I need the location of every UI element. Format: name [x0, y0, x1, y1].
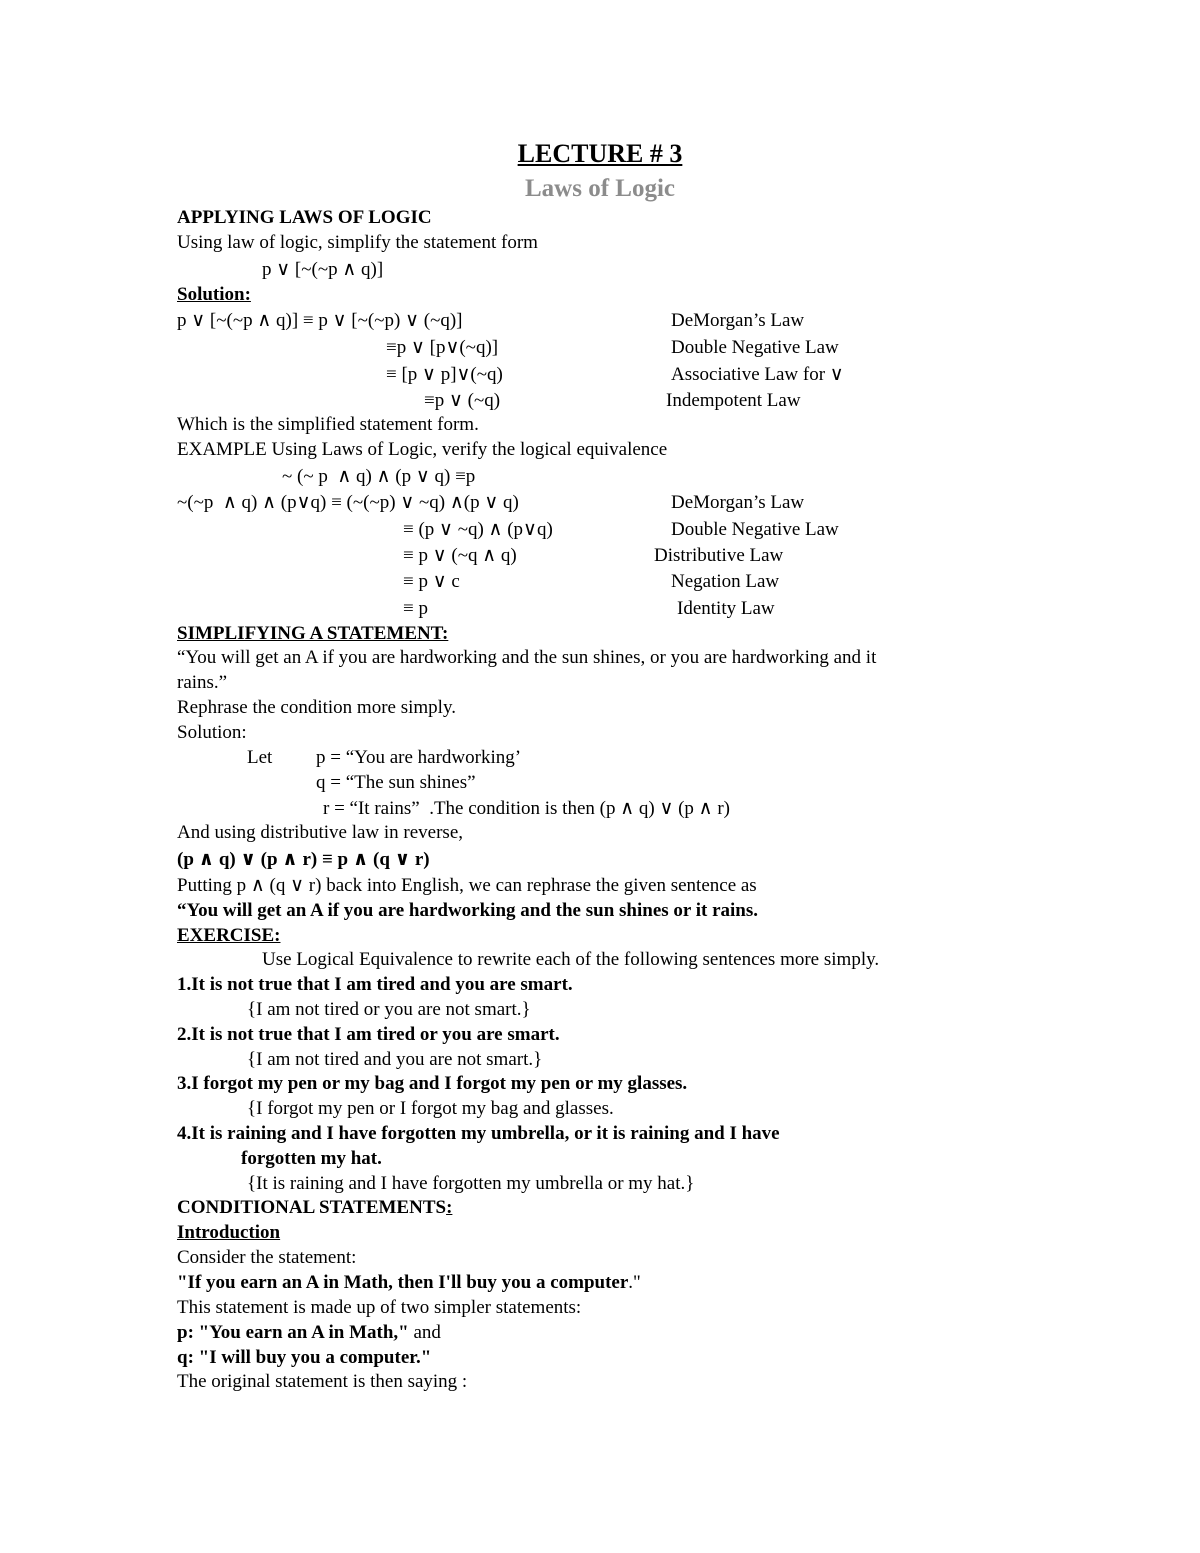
- section-heading-exercise: EXERCISE:: [177, 925, 281, 946]
- s2-step-expr: ≡ p ∨ c: [403, 571, 460, 592]
- s2-expression: ~ (~ p ∧ q) ∧ (p ∨ q) ≡p: [282, 466, 476, 487]
- s3-p-definition: p = “You are hardworking’: [316, 747, 522, 768]
- section-heading-conditional: [177, 1196, 452, 1220]
- s3-let: Let: [247, 747, 273, 768]
- s2-step-expr: ~(~p ∧ q) ∧ (p∨q) ≡ (~(~p) ∨ ~q) ∧(p ∨ q): [177, 492, 519, 513]
- s3-quote-line: “You will get an A if you are hardworking and the sun shines, or you are hardworking and it: [177, 647, 877, 668]
- s5-made-up: This statement is made up of two simpler statements:: [177, 1297, 582, 1318]
- s2-step-expr: ≡ p ∨ (~q ∧ q): [403, 545, 517, 566]
- s3-q-definition: q = “The sun shines”: [316, 772, 476, 793]
- s3-equivalence: (p ∧ q) ∨ (p ∧ r) ≡ p ∧ (q ∨ r): [177, 849, 430, 870]
- s3-rephrase: Rephrase the condition more simply.: [177, 697, 456, 718]
- conditional-heading-colon: :: [446, 1197, 453, 1218]
- s5-introduction-label: Introduction: [177, 1222, 281, 1243]
- exercise-answer: {It is raining and I have forgotten my umbrella or my hat.}: [247, 1173, 695, 1194]
- s2-step-law: Identity Law: [677, 598, 775, 619]
- exercise-question-continued: forgotten my hat.: [241, 1148, 382, 1169]
- s2-step-law: Distributive Law: [654, 545, 784, 566]
- s1-step-law: Indempotent Law: [666, 390, 801, 411]
- s2-step-expr: ≡ p: [403, 598, 428, 619]
- s5-statement-bold: "If you earn an A in Math, then I'll buy you a computer: [177, 1272, 629, 1293]
- s3-quote-line: rains.”: [177, 672, 228, 693]
- s3-distributive: And using distributive law in reverse,: [177, 822, 464, 843]
- exercise-answer: {I am not tired and you are not smart.}: [247, 1049, 543, 1070]
- s1-step-expr: ≡ [p ∨ p]∨(~q): [386, 364, 503, 385]
- s1-step-expr: ≡p ∨ [p∨(~q)]: [386, 337, 499, 358]
- s5-p-and: and: [408, 1322, 441, 1343]
- section-heading-simplifying: SIMPLIFYING A STATEMENT:: [177, 623, 449, 644]
- s1-conclusion: Which is the simplified statement form.: [177, 414, 479, 435]
- s4-instruction: Use Logical Equivalence to rewrite each of the following sentences more simply.: [262, 949, 880, 970]
- s3-result: “You will get an A if you are hardworking and the sun shines or it rains.: [177, 900, 759, 921]
- s5-consider: Consider the statement:: [177, 1247, 357, 1268]
- s1-solution-label: Solution:: [177, 284, 251, 305]
- s5-p-statement: [177, 1321, 441, 1345]
- s5-statement-end: .": [628, 1272, 641, 1293]
- conditional-heading-text: CONDITIONAL STATEMENTS: [177, 1197, 447, 1218]
- lecture-subtitle: Laws of Logic: [525, 175, 675, 202]
- s5-original: The original statement is then saying :: [177, 1371, 468, 1392]
- exercise-question: 1.It is not true that I am tired and you are smart.: [177, 974, 573, 995]
- s2-step-law: Negation Law: [671, 571, 780, 592]
- s1-prompt: Using law of logic, simplify the statement form: [177, 232, 538, 253]
- s1-step-expr: p ∨ [~(~p ∧ q)] ≡ p ∨ [~(~p) ∨ (~q)]: [177, 310, 463, 331]
- section-heading-applying-laws: APPLYING LAWS OF LOGIC: [177, 207, 432, 228]
- s5-q-statement: q: "I will buy you a computer.": [177, 1347, 432, 1368]
- exercise-answer: {I forgot my pen or I forgot my bag and glasses.: [247, 1098, 614, 1119]
- exercise-answer: {I am not tired or you are not smart.}: [247, 999, 531, 1020]
- s2-step-law: DeMorgan’s Law: [671, 492, 805, 513]
- s2-intro: EXAMPLE Using Laws of Logic, verify the logical equivalence: [177, 439, 668, 460]
- exercise-question: 3.I forgot my pen or my bag and I forgot my pen or my glasses.: [177, 1073, 688, 1094]
- exercise-question: 4.It is raining and I have forgotten my umbrella, or it is raining and I have: [177, 1123, 780, 1144]
- s3-solution-label: Solution:: [177, 722, 247, 743]
- s1-step-law: DeMorgan’s Law: [671, 310, 805, 331]
- s3-r-definition: r = “It rains” .The condition is then (p ∧ q) ∨ (p ∧ r): [323, 798, 730, 819]
- s2-step-law: Double Negative Law: [671, 519, 839, 540]
- lecture-title: LECTURE # 3: [517, 139, 683, 168]
- s1-step-expr: ≡p ∨ (~q): [424, 390, 501, 411]
- s1-step-law: Associative Law for ∨: [671, 364, 844, 385]
- s5-statement: [177, 1271, 641, 1295]
- exercise-question: 2.It is not true that I am tired or you are smart.: [177, 1024, 560, 1045]
- s3-putting: Putting p ∧ (q ∨ r) back into English, we can rephrase the given sentence as: [177, 875, 757, 896]
- s1-expression: p ∨ [~(~p ∧ q)]: [262, 259, 384, 280]
- s2-step-expr: ≡ (p ∨ ~q) ∧ (p∨q): [403, 519, 553, 540]
- s1-step-law: Double Negative Law: [671, 337, 839, 358]
- s5-p-bold: p: "You earn an A in Math,": [177, 1322, 409, 1343]
